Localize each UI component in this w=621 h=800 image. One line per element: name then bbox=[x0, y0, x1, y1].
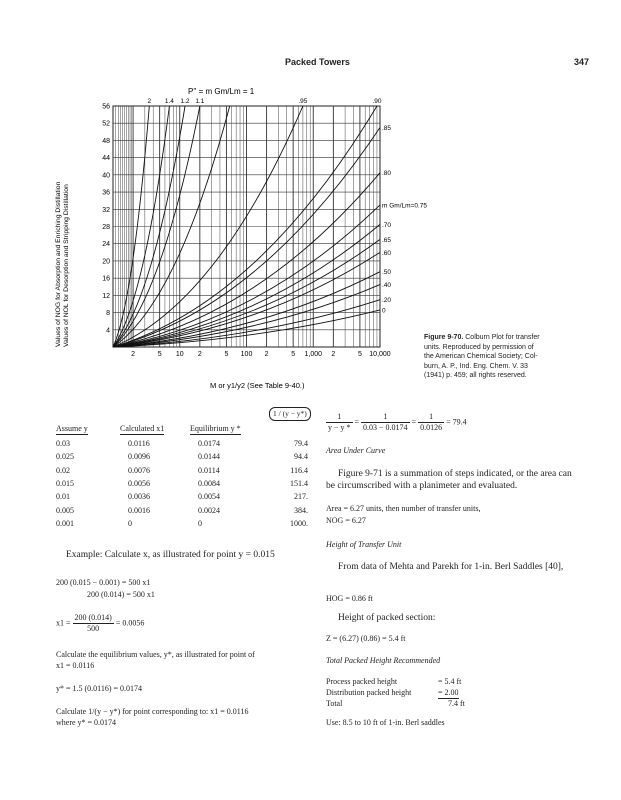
caption-line-3: the American Chemical Society; Col- bbox=[424, 353, 538, 360]
table-cell: 1000. bbox=[290, 518, 308, 528]
y-tick-labels bbox=[102, 104, 110, 335]
ph-row-1-value: = 5.4 ft bbox=[438, 677, 462, 686]
top-curve-label: 1.4 bbox=[164, 98, 174, 105]
table-cell: 0.0076 bbox=[128, 465, 150, 475]
table-cell: 94.4 bbox=[294, 452, 308, 462]
y-tick-label: 52 bbox=[102, 120, 110, 128]
x-tick-labels bbox=[131, 351, 391, 358]
nog-value: NOG = 6.27 bbox=[326, 516, 366, 525]
example-text: Example: Calculate x, as illustrated for point y = 0.015 bbox=[66, 550, 275, 560]
table-cell: 384. bbox=[294, 505, 308, 515]
col-header-inverse: 1 / (y − y*) bbox=[269, 407, 311, 421]
col-header-equilibrium-y: Equilibrium y * bbox=[190, 424, 241, 433]
right-curve-label: .85 bbox=[382, 125, 392, 133]
hog-value: HOG = 0.86 ft bbox=[326, 594, 373, 603]
x-tick-label: 2 bbox=[197, 351, 202, 358]
table-cell: 0 bbox=[198, 518, 202, 528]
equation-2: 200 (0.014) = 500 x1 bbox=[87, 590, 155, 599]
use-recommendation: Use: 8.5 to 10 ft of 1-in. Berl saddles bbox=[326, 718, 445, 727]
table-cell: 0.0016 bbox=[128, 505, 150, 515]
table-cell: 0.0114 bbox=[198, 465, 220, 475]
right-curve-label: .20 bbox=[382, 297, 392, 305]
x-tick-label: 5 bbox=[291, 351, 296, 358]
calc-equilibrium-line-1: Calculate the equilibrium values, y*, as illustrated for point of bbox=[56, 650, 255, 659]
ystar-equation: y* = 1.5 (0.0116) = 0.0174 bbox=[56, 684, 143, 693]
right-curve-label: .50 bbox=[382, 269, 392, 277]
x-tick-label: 1,000 bbox=[304, 351, 323, 358]
col-header-assume-y: Assume y bbox=[56, 424, 88, 433]
y-tick-label: 32 bbox=[102, 206, 110, 214]
calc-inverse-line-1: Calculate 1/(y − y*) for point corresponding to: x1 = 0.0116 bbox=[56, 707, 249, 716]
right-curve-labels bbox=[382, 125, 427, 314]
packed-section-heading: Height of packed section: bbox=[338, 613, 436, 623]
frac-c-den: 0.0126 bbox=[420, 423, 443, 432]
ph-row-3-label: Total bbox=[326, 699, 343, 708]
y-tick-label: 28 bbox=[102, 224, 110, 231]
frac-c-num: 1 bbox=[418, 412, 444, 423]
figure-label: Figure 9-70. bbox=[424, 334, 464, 341]
right-curve-label: .70 bbox=[382, 221, 392, 229]
y-axis-label-2: Values of NOL for Desorption and Stripping Distillation bbox=[63, 184, 70, 347]
table-cell: 0.02 bbox=[56, 465, 70, 475]
x-tick-label: 100 bbox=[240, 351, 253, 358]
chart-title: P'' = m Gm/Lm = 1 bbox=[188, 87, 255, 96]
table-cell: 0.01 bbox=[56, 492, 70, 502]
x-tick-label: 2 bbox=[131, 351, 136, 358]
table-cell: 0.0024 bbox=[198, 505, 220, 515]
eq3-denominator: 500 bbox=[87, 624, 100, 633]
y-tick-label: 40 bbox=[102, 172, 110, 180]
area-units: Area = 6.27 units, then number of transfer units, bbox=[326, 504, 481, 513]
fraction-equation: $\frac{1}{y - y *}$ = $\frac{1}{0.03 - 0.0174}$ = $\frac{1}{0.0126}$ = 79.4 bbox=[328, 412, 467, 432]
y-tick-label: 8 bbox=[106, 310, 110, 318]
y-tick-label: 24 bbox=[102, 241, 110, 249]
right-curve-label: 0 bbox=[382, 307, 386, 315]
ph-row-2-value: = 2.00 bbox=[438, 688, 459, 697]
top-curve-label: 1.1 bbox=[195, 98, 205, 105]
frac-b-den: 0.03 − 0.0174 bbox=[363, 423, 408, 432]
x-tick-label: 5 bbox=[224, 351, 229, 358]
ph-row-2-label: Distribution packed height bbox=[326, 688, 412, 697]
caption-line-1: Colburn Plot for transfer bbox=[465, 334, 540, 341]
y-tick-label: 36 bbox=[102, 189, 110, 197]
table-cell: 116.4 bbox=[290, 465, 308, 475]
x-tick-label: 2 bbox=[264, 351, 269, 358]
top-curve-label: 1.2 bbox=[180, 98, 190, 105]
table-cell: 0.03 bbox=[56, 439, 70, 448]
eq3-lhs: x1 = bbox=[56, 618, 71, 628]
x-tick-label: 2 bbox=[331, 351, 336, 358]
top-curve-label: .90 bbox=[372, 98, 382, 105]
y-tick-label: 48 bbox=[102, 137, 110, 145]
page-number: 347 bbox=[574, 57, 590, 67]
eq3-result: = 0.0056 bbox=[115, 618, 145, 628]
caption-line-2: units. Reproduced by permission of bbox=[424, 343, 534, 351]
chart-grid bbox=[113, 106, 380, 347]
col-header-calculated-x: Calculated x1 bbox=[120, 424, 165, 433]
total-height-heading: Total Packed Height Recommended bbox=[326, 656, 441, 665]
table-cell: 79.4 bbox=[294, 439, 308, 448]
colburn-chart bbox=[50, 82, 427, 397]
x-tick-label: 10 bbox=[175, 351, 184, 358]
y-tick-label: 20 bbox=[102, 258, 110, 266]
table-cell: 0.005 bbox=[56, 505, 74, 515]
calc-inverse-line-2: where y* = 0.0174 bbox=[56, 718, 117, 727]
table-cell: 0.0036 bbox=[128, 492, 150, 502]
table-cell: 0.0054 bbox=[198, 492, 220, 502]
top-curve-label: .95 bbox=[298, 98, 308, 105]
table-cell: 0.015 bbox=[56, 478, 74, 488]
y-tick-label: 4 bbox=[106, 327, 110, 335]
right-curve-label: .40 bbox=[382, 282, 392, 290]
htu-heading: Height of Transfer Unit bbox=[326, 540, 402, 549]
table-cell: 151.4 bbox=[290, 478, 308, 488]
frac-a-num: 1 bbox=[326, 412, 353, 423]
data-table bbox=[56, 409, 326, 539]
x-tick-label: 10,000 bbox=[369, 351, 391, 358]
right-curve-label: .80 bbox=[382, 170, 392, 178]
top-curve-labels bbox=[148, 98, 382, 105]
caption-line-5: (1941) p. 459; all rights reserved. bbox=[424, 372, 527, 379]
caption-line-4: burn, A. P., Ind. Eng. Chem. V. 33 bbox=[424, 362, 528, 370]
figure-caption bbox=[424, 333, 614, 381]
right-curve-label: .60 bbox=[382, 249, 392, 257]
table-cell: 0.0144 bbox=[198, 452, 220, 462]
table-cell: 0.0116 bbox=[128, 439, 150, 448]
area-paragraph: Figure 9-71 is a summation of steps indicated, or the area can be circumscribed with a planimeter and evaluated. bbox=[326, 469, 572, 491]
top-curve-label: 2 bbox=[147, 98, 152, 105]
table-cell: 0.025 bbox=[56, 452, 74, 462]
x-axis-label: M or y1/y2 (See Table 9-40.) bbox=[210, 381, 305, 390]
y-tick-label: 56 bbox=[102, 103, 110, 111]
frac-result: = 79.4 bbox=[446, 417, 467, 427]
table-cell: 0.0084 bbox=[198, 478, 220, 488]
right-curve-label: m Gm/Lm=0.75 bbox=[382, 202, 427, 210]
table-cell: 0.0174 bbox=[198, 439, 220, 448]
table-body bbox=[56, 439, 326, 539]
y-tick-label: 16 bbox=[102, 275, 110, 283]
frac-b-num: 1 bbox=[361, 412, 410, 423]
y-tick-label: 44 bbox=[102, 155, 110, 163]
area-heading: Area Under Curve bbox=[326, 446, 386, 455]
table-cell: 0.0056 bbox=[128, 478, 150, 488]
frac-a-den: y − y * bbox=[328, 423, 351, 432]
table-cell: 0.0096 bbox=[128, 452, 150, 462]
table-cell: 0.001 bbox=[56, 518, 74, 528]
y-axis-label-1: Values of NOG for Absorption and Enriching Distillation bbox=[55, 181, 62, 347]
running-header-title: Packed Towers bbox=[285, 57, 350, 67]
ph-row-1-label: Process packed height bbox=[326, 677, 398, 686]
calc-equilibrium-line-2: x1 = 0.0116 bbox=[56, 661, 95, 670]
eq3-numerator: 200 (0.014) bbox=[74, 613, 112, 622]
table-cell: 0 bbox=[128, 518, 132, 528]
ph-row-3-value: 7.4 ft bbox=[448, 699, 465, 708]
equation-3 bbox=[56, 613, 144, 634]
right-curve-label: .65 bbox=[382, 236, 392, 244]
equation-1: 200 (0.015 − 0.001) = 500 x1 bbox=[56, 578, 151, 587]
z-equation: Z = (6.27) (0.86) = 5.4 ft bbox=[326, 634, 406, 643]
x-tick-label: 5 bbox=[357, 351, 362, 358]
table-header-row bbox=[56, 409, 314, 439]
htu-paragraph: From data of Mehta and Parekh for 1-in. Berl Saddles [40], bbox=[338, 562, 564, 572]
x-tick-label: 5 bbox=[157, 351, 162, 358]
table-cell: 217. bbox=[294, 492, 308, 502]
y-tick-label: 12 bbox=[102, 292, 110, 300]
